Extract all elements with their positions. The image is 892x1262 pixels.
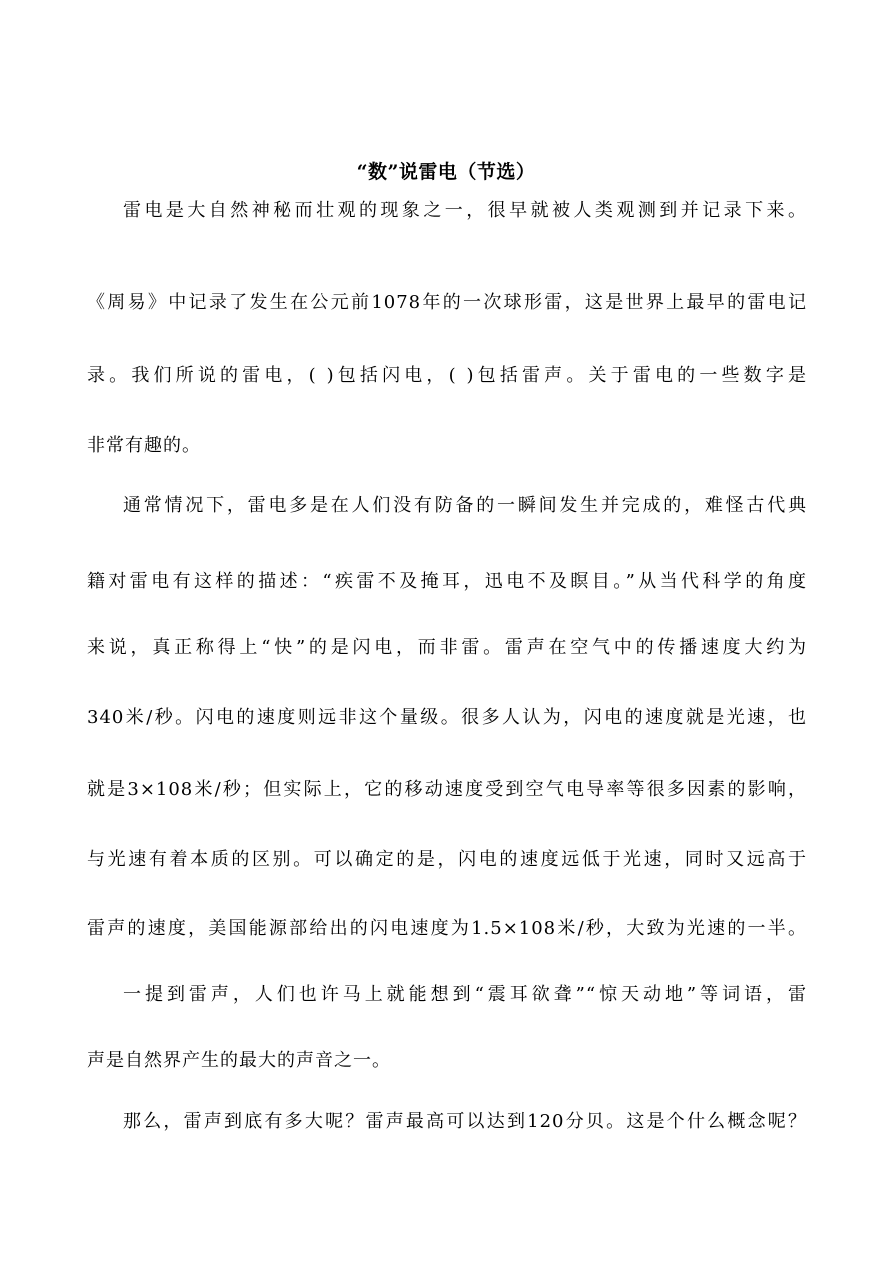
paragraph-3-line-2: 声是自然界产生的最大的声音之一。	[87, 1050, 391, 1071]
paragraph-1-line-2: 《周易》中记录了发生在公元前1078年的一次球形雷，这是世界上最早的雷电记	[87, 292, 807, 313]
paragraph-2-line-1: 通常情况下，雷电多是在人们没有防备的一瞬间发生并完成的，难怪古代典	[123, 495, 807, 516]
paragraph-2-line-3: 来说，真正称得上“快”的是闪电，而非雷。雷声在空气中的传播速度大约为	[87, 637, 807, 658]
paragraph-2-line-6: 与光速有着本质的区别。可以确定的是，闪电的速度远低于光速，同时又远高于	[87, 849, 807, 870]
paragraph-1-line-4: 非常有趣的。	[87, 435, 201, 456]
paragraph-2-line-4: 340米/秒。闪电的速度则远非这个量级。很多人认为，闪电的速度就是光速，也	[87, 707, 807, 728]
paragraph-1-line-1: 雷电是大自然神秘而壮观的现象之一，很早就被人类观测到并记录下来。	[123, 200, 807, 221]
paragraph-2-line-2: 籍对雷电有这样的描述：“疾雷不及掩耳，迅电不及瞑目。”从当代科学的角度	[87, 571, 807, 592]
paragraph-2-line-5: 就是3×108米/秒；但实际上，它的移动速度受到空气电导率等很多因素的影响，	[87, 779, 807, 800]
document-title: “数”说雷电（节选）	[356, 161, 536, 183]
paragraph-4-line-1: 那么，雷声到底有多大呢？雷声最高可以达到120分贝。这是个什么概念呢？	[123, 1111, 807, 1132]
paragraph-3-line-1: 一提到雷声，人们也许马上就能想到“震耳欲聋”“惊天动地”等词语，雷	[123, 984, 807, 1005]
paragraph-2-line-7: 雷声的速度，美国能源部给出的闪电速度为1.5×108米/秒，大致为光速的一半。	[87, 918, 807, 939]
paragraph-1-line-3: 录。我们所说的雷电，( )包括闪电，( )包括雷声。关于雷电的一些数字是	[87, 365, 807, 386]
